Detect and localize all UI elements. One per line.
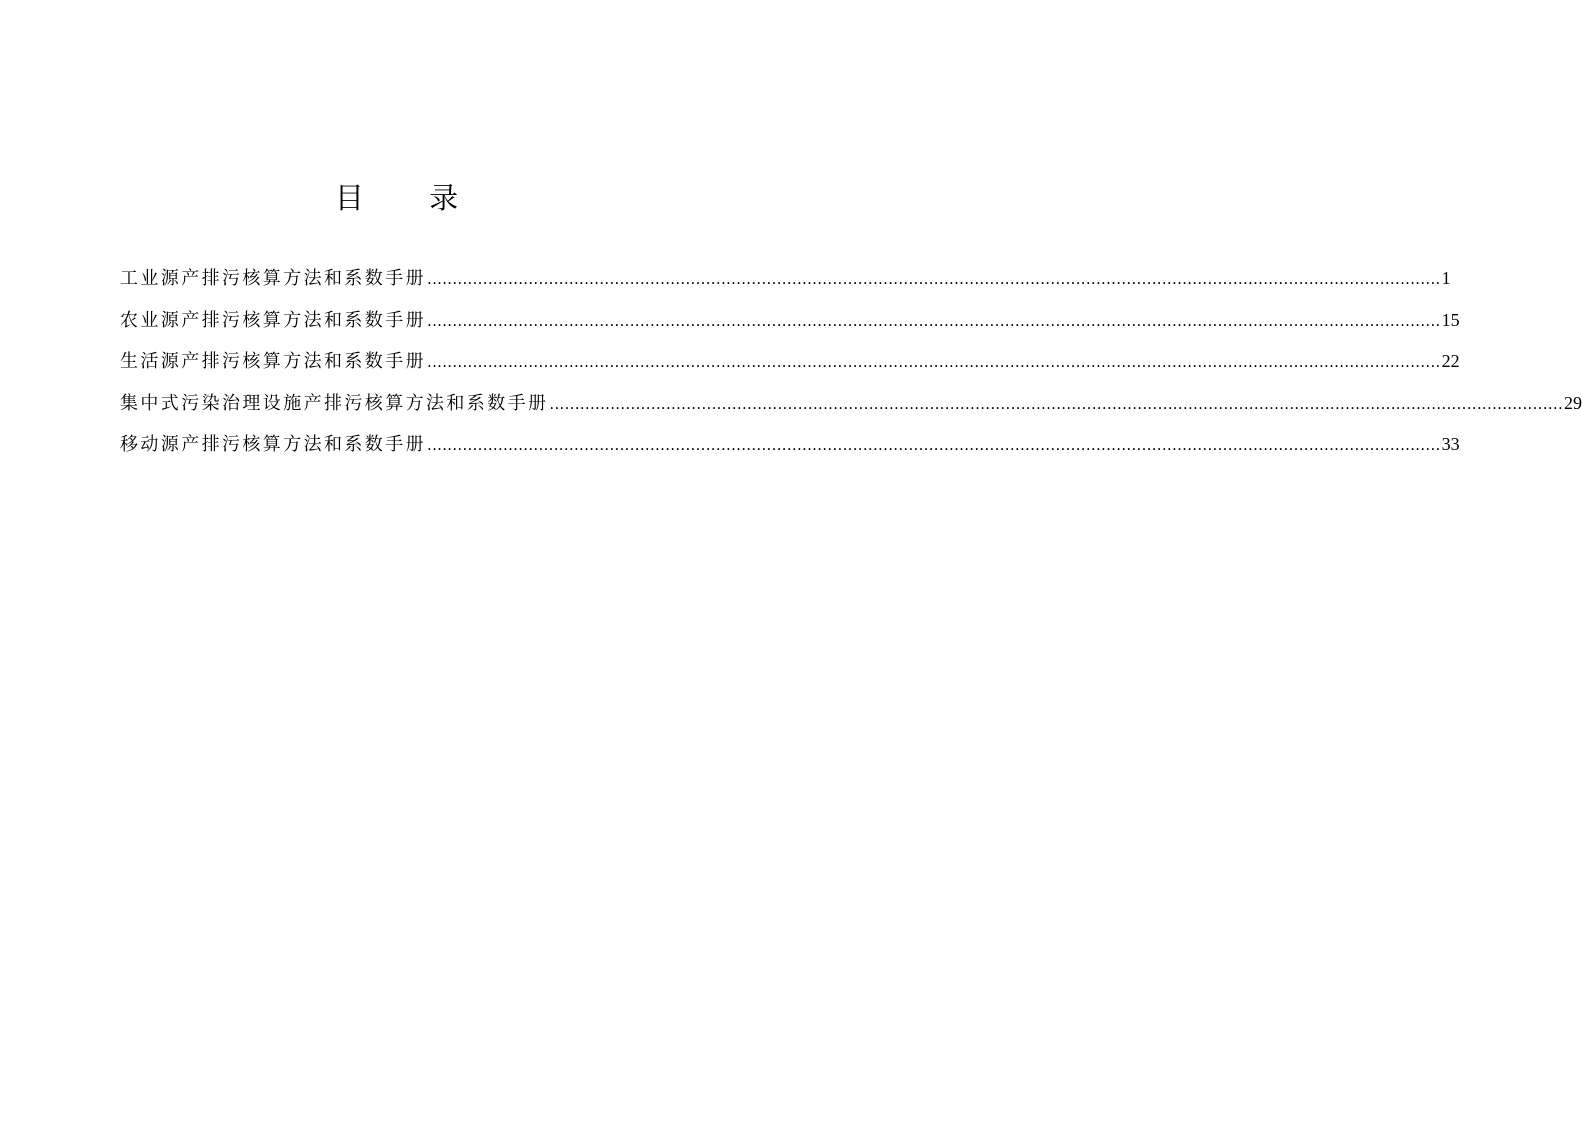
- toc-entry-page: 33: [1441, 434, 1460, 454]
- toc-entry-page: 1: [1441, 268, 1451, 288]
- toc-leader-dots: ........................................................................................................................................................................................................: [427, 353, 1441, 371]
- toc-entry-label: 工业源产排污核算方法和系数手册: [120, 268, 426, 289]
- toc-entry-page: 29: [1564, 392, 1582, 413]
- toc-entry[interactable]: [120, 424, 1460, 466]
- toc-entry[interactable]: [120, 258, 1451, 300]
- toc-list: [120, 258, 1582, 466]
- toc-entry-label: 农业源产排污核算方法和系数手册: [120, 309, 426, 331]
- toc-entry-label: 生活源产排污核算方法和系数手册: [120, 351, 426, 372]
- toc-entry[interactable]: [120, 383, 1582, 425]
- toc-entry-label: 移动源产排污核算方法和系数手册: [120, 434, 426, 455]
- toc-title: 目 录: [334, 181, 487, 215]
- toc-entry-label: 集中式污染治理设施产排污核算方法和系数手册: [120, 392, 549, 414]
- toc-entry[interactable]: [120, 300, 1460, 342]
- toc-leader-dots: ........................................................................................................................................................................................................: [427, 436, 1441, 454]
- toc-entry-page: 15: [1441, 309, 1460, 330]
- toc-leader-dots: ........................................................................................................................................................................................................: [549, 394, 1564, 413]
- toc-leader-dots: ........................................................................................................................................................................................................: [427, 270, 1441, 288]
- toc-entry[interactable]: [120, 341, 1460, 383]
- toc-leader-dots: ........................................................................................................................................................................................................: [427, 311, 1441, 330]
- toc-entry-page: 22: [1441, 351, 1460, 371]
